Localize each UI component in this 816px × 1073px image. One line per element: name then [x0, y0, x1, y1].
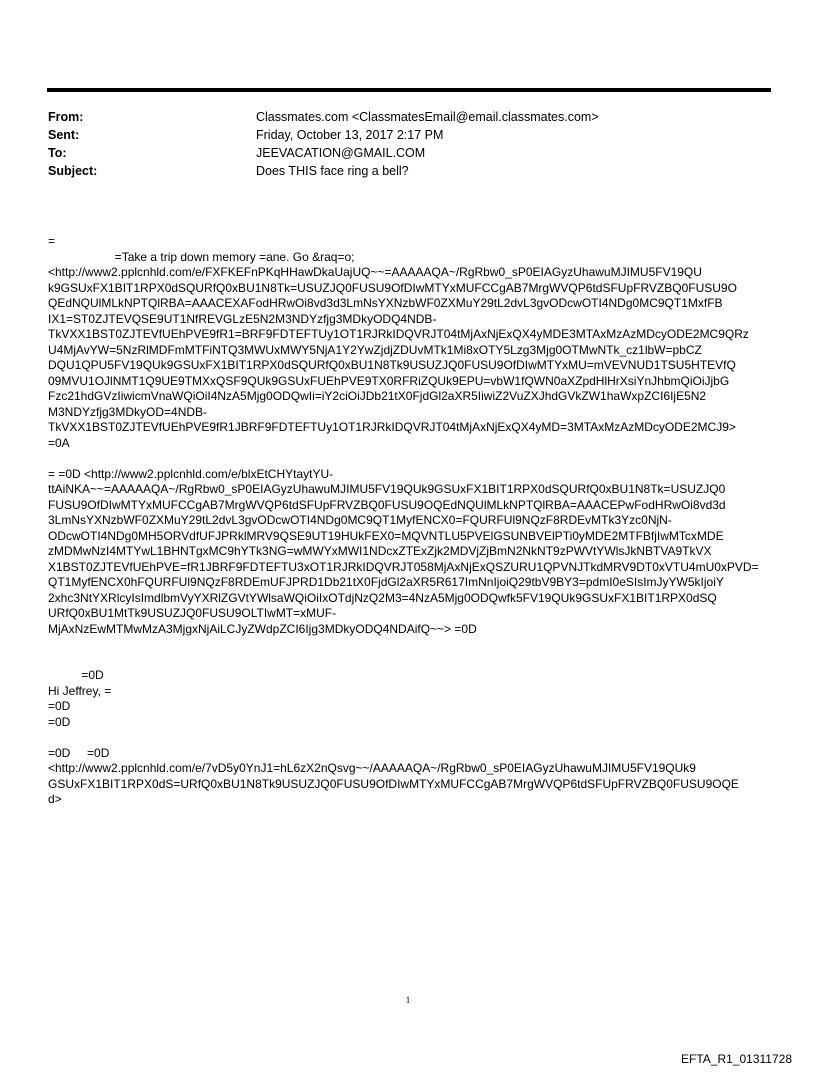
body-link-line: TkVXX1BST0ZJTEVfUEhPVE9fR1JBRF9FDTEFTUy1OT1RJRkIDQVRJT04tMjAxNjExQX4yMD=3MTAxMzAzMDcyODE2MCJ9>: [48, 420, 736, 434]
body-line: =0D: [48, 714, 71, 729]
body-line: =Take a trip down memory =ane. Go &raq=o;: [48, 249, 355, 264]
page-number: 1: [405, 995, 411, 1005]
to-label: To:: [48, 146, 67, 160]
sent-row: [48, 126, 599, 144]
greeting: Hi Jeffrey, =: [48, 683, 112, 698]
body-link-line: TkVXX1BST0ZJTEVfUEhPVE9fR1=BRF9FDTEFTUy1OT1RJRkIDQVRJT04tMjAxNjExQX4yMDE3MTAxMzAzMDcyODE2MC9QRz: [48, 327, 749, 341]
body-link-line: X1BST0ZJTEVfUEhPVE=fR1JBRF9FDTEFTU3xOT1RJRkIDQVRJT058MjAxNjExQSZURU1QPVNJTkdMRV9DT0xVTU4mU0xPVD=: [48, 559, 759, 574]
body-link-line: DQU1QPU5FV19QUk9GSUxFX1BIT1RPX0dSQURfQ0xBU1N8Tk9USUZJQ0FUSU9OfDIwMTYxMU=mVEVNUD1TSU5HTEVfQ: [48, 358, 736, 372]
spacer: [48, 637, 778, 668]
spacer: [48, 730, 778, 746]
sent-value: Friday, October 13, 2017 2:17 PM: [256, 128, 444, 142]
body-line: =0A: [48, 435, 70, 450]
body-link-line: QT1MyfENCX0hFQURFUl9NQzF8RDEmUFJPRD1Db21tX0FjdGl2aXR5R617ImNnIjoiQ29tbV9BY3=pdmI0eSIsImJyYW5kIjoiY: [48, 575, 724, 589]
body-link-line: IX1=ST0ZJTEVQSE9UT1NfREVGLzE5N2M3NDYzfjg3MDkyODQ4NDB-: [48, 311, 437, 326]
to-row: [48, 144, 599, 162]
body-link-line: MjAxNzEwMTMwMzA3MjgxNjAiLCJyZWdpZCI6Ijg3MDkyODQ4NDAifQ~~> =0D: [48, 621, 477, 636]
spacer: [48, 451, 778, 467]
body-link-line: ODcwOTI4NDg0MH5ORVdfUFJPRklMRV9QSE9UT19HUkFEX0=MQVNTLU5PVElGSUNBVElPTi0yMDE2MTFBfjIwMTcxMDE: [48, 528, 724, 543]
subject-value: Does THIS face ring a bell?: [256, 164, 409, 178]
body-line: =0D =0D: [48, 745, 110, 760]
body-link-line: 3LmNsYXNzbWF0ZXMuY29tL2dvL3gvODcwOTI4NDg0MC9QT1MyfENCX0=FQURFUl9NQzF8RDEvMTk3Yzc0NjN-: [48, 513, 672, 527]
subject-row: [48, 162, 599, 180]
top-rule: [47, 88, 771, 92]
body-link-line: ttAiNKA~~=AAAAAQA~/RgRbw0_sP0EIAGyzUhawuMJIMU5FV19QUk9GSUxFX1BIT1RPX0dSQURfQ0xBU1N8Tk=USUZJQ0: [48, 482, 726, 496]
body-link-line: QEdNQUlMLkNPTQlRBA=AAACEXAFodHRwOi8vd3d3LmNsYXNzbWF0ZXMuY29tL2dvL3gvODcwOTI4NDg0MC9QT1MxfFB: [48, 296, 723, 310]
body-link-line: M3NDYzfjg3MDkyOD=4NDB-: [48, 404, 208, 419]
email-header: [48, 108, 599, 180]
body-link-line: = =0D <http://www2.pplcnhld.com/e/blxEtCHYtaytYU-: [48, 466, 334, 481]
to-value: JEEVACATION@GMAIL.COM: [256, 146, 426, 160]
from-row: [48, 108, 599, 126]
body-link-line: U4MjAvYW=5NzRlMDFmMTFiNTQ3MWUxMWY5NjA1Y2YwZjdjZDUvMTk1Mi8xOTY5Lzg3Mjg0OTMwNTk_cz1lbW=pbCZ: [48, 342, 702, 357]
bates-stamp: EFTA_R1_01311728: [681, 1052, 792, 1066]
body-link-line: URfQ0xBU1MtTk9USUZJQ0FUSU9OLTIwMT=xMUF-: [48, 606, 337, 620]
from-value: Classmates.com <ClassmatesEmail@email.classmates.com>: [256, 110, 599, 124]
from-label: From:: [48, 110, 84, 124]
body-link-line: 09MVU1OJlNMT1Q9UE9TMXxQSF9QUk9GSUxFUEhPVE9TX0RFRiZQUk9EPU=vbW1fQWN0aXZpdHlHrXsiYnJhbmQiOiJjbG: [48, 373, 730, 388]
body-link-line: d>: [48, 792, 62, 806]
subject-label: Subject:: [48, 164, 98, 178]
sent-label: Sent:: [48, 128, 80, 142]
body-link-line: Fzc21hdGVzIiwicmVnaWQiOiI4NzA5Mjg0ODQwIi=iY2ciOiJDb21tX0FjdGl2aXR5IiwiZ2VuZXJhdGVkZW1haWxpZCI6IjE5N2: [48, 389, 707, 403]
body-link-line: GSUxFX1BIT1RPX0dS=URfQ0xBU1N8Tk9USUZJQ0FUSU9OfDIwMTYxMUFCCgAB7MrgWVQP6tdSFUpFRVZBQ0FUSU9OQE: [48, 776, 739, 791]
body-link-line: k9GSUxFX1BIT1RPX0dSQURfQ0xBU1N8Tk=USUZJQ0FUSU9OfDIwMTYxMUFCCgAB7MrgWVQP6tdSFUpFRVZBQ0FUSU9O: [48, 280, 737, 295]
body-line: =0D: [48, 699, 71, 713]
body-link-line: <http://www2.pplcnhld.com/e/7vD5y0YnJ1=hL6zX2nQsvg~~/AAAAAQA~/RgRbw0_sP0EIAGyzUhawuMJIMU5FV19QUk9: [48, 761, 696, 775]
body-line: =0D: [48, 668, 104, 682]
body-link-line: FUSU9OfDIwMTYxMUFCCgAB7MrgWVQP6tdSFUpFRVZBQ0FUSU9OQEdNQUlMLkNPTQlRBA=AAACEPwFodHRwOi8vd3d: [48, 497, 726, 512]
body-link-line: zMDMwNzI4MTYwL1BHNTgxMC9hYTk3NG=wMWYxMWI1NDcxZTExZjk2MDVjZjBmN2NkNT9zPWVtYWlsJkNBTVA9TkVX: [48, 544, 712, 558]
body-line: =: [48, 234, 56, 248]
body-link-line: 2xhc3NtYXRlcyIsImdlbmVyYXRlZGVtYWlsaWQiOiIxOTdjNzQ2M3=4NzA5Mjg0ODQwfk5FV19QUk9GSUxFX1BIT1RPX0dSQ: [48, 590, 717, 605]
body-link-line: <http://www2.pplcnhld.com/e/FXFKEFnPKqHHawDkaUajUQ~~=AAAAAQA~/RgRbw0_sP0EIAGyzUhawuMJIMU5FV19QU: [48, 265, 702, 279]
email-body: [48, 234, 778, 808]
